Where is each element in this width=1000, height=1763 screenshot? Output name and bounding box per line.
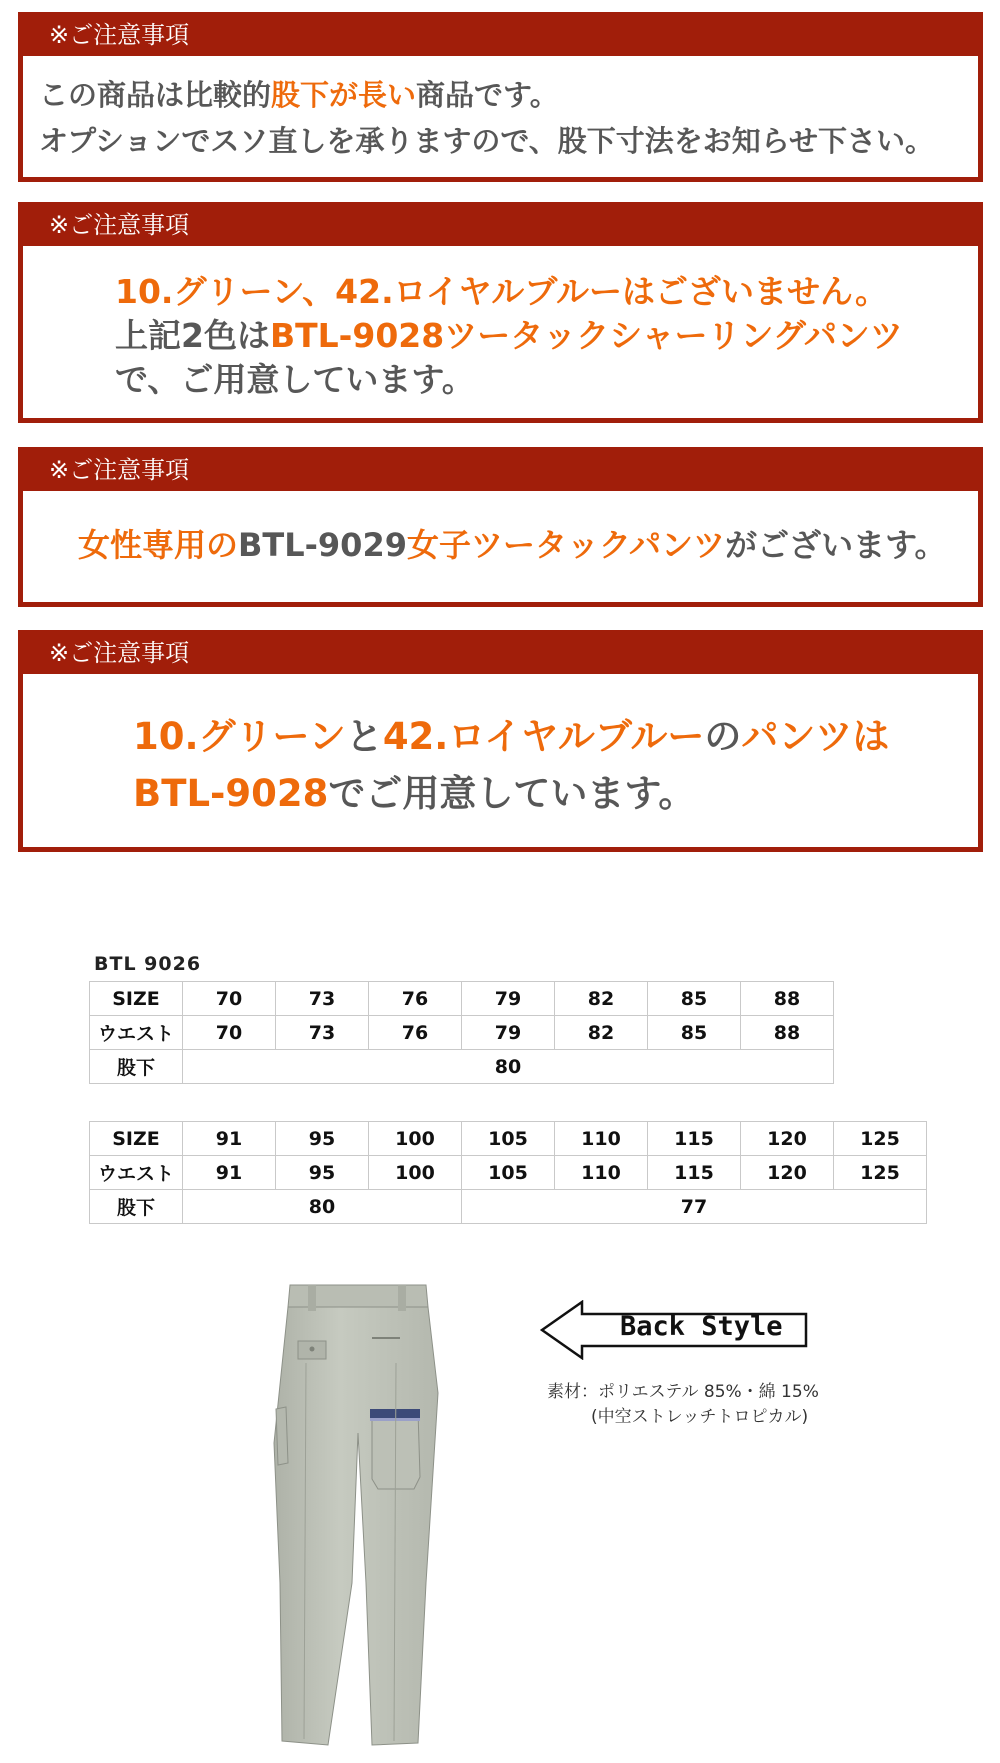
table-cell: 85 (648, 982, 741, 1016)
table-cell: 91 (183, 1156, 276, 1190)
notice-text: この商品は比較的 (39, 78, 272, 112)
row-label: ウエスト (90, 1156, 183, 1190)
notice-line (115, 314, 978, 358)
notice-text: 上記2色は (115, 316, 270, 355)
notice-highlight: 女性専用の (78, 526, 239, 564)
table-cell: 95 (276, 1122, 369, 1156)
model-number: BTL 9026 (94, 953, 202, 975)
table-row (90, 1016, 834, 1050)
table-cell: 100 (369, 1122, 462, 1156)
material-line: 素材：ポリエステル 85%・綿 15% (547, 1382, 819, 1402)
table-row (90, 1190, 927, 1224)
table-cell: 82 (555, 982, 648, 1016)
notice-highlight: 42.ロイヤルブルー (382, 715, 705, 758)
table-cell: 115 (648, 1156, 741, 1190)
notice-line: で、ご用意しています。 (115, 360, 475, 399)
table-cell: 105 (462, 1122, 555, 1156)
notice-line (133, 765, 978, 822)
notice-text: でご用意しています。 (328, 772, 696, 815)
notice-body (23, 680, 978, 822)
table-row (90, 1122, 927, 1156)
notice-highlight: パンツは (741, 715, 890, 758)
material-line: (中空ストレッチトロピカル) (591, 1407, 809, 1427)
table-cell: 76 (369, 1016, 462, 1050)
table-cell: 88 (741, 982, 834, 1016)
notice-box-colors (18, 202, 983, 423)
notice-line (39, 72, 978, 118)
table-row (90, 1050, 834, 1084)
table-cell: 88 (741, 1016, 834, 1050)
table-cell: 100 (369, 1156, 462, 1190)
table-cell: 120 (741, 1122, 834, 1156)
table-cell: 80 (183, 1050, 834, 1084)
table-cell: 115 (648, 1122, 741, 1156)
notice-highlight: 10.グリーン (133, 715, 346, 758)
notice-body (23, 497, 978, 567)
material-info (547, 1380, 819, 1430)
size-table-2 (89, 1121, 927, 1224)
table-cell: 85 (648, 1016, 741, 1050)
row-label: 股下 (90, 1190, 183, 1224)
table-cell: 110 (555, 1122, 648, 1156)
table-cell: 80 (183, 1190, 462, 1224)
table-cell: 79 (462, 982, 555, 1016)
notice-header: ※ご注意事項 (23, 202, 978, 252)
table-cell: 79 (462, 1016, 555, 1050)
notice-line: オプションでスソ直しを承りますので、股下寸法をお知らせ下さい。 (39, 124, 934, 158)
table-cell: 73 (276, 1016, 369, 1050)
table-cell: 120 (741, 1156, 834, 1190)
table-cell: 73 (276, 982, 369, 1016)
table-cell: 91 (183, 1122, 276, 1156)
table-cell: 70 (183, 1016, 276, 1050)
row-label: SIZE (90, 1122, 183, 1156)
notice-highlight: 股下が長い (271, 78, 417, 112)
notice-header: ※ご注意事項 (23, 12, 978, 62)
table-cell: 125 (834, 1156, 927, 1190)
table-cell: 95 (276, 1156, 369, 1190)
notice-text: BTL-9029 (238, 526, 407, 564)
notice-box-9028 (18, 630, 983, 852)
notice-text: の (704, 715, 742, 758)
table-cell: 125 (834, 1122, 927, 1156)
table-cell: 77 (462, 1190, 927, 1224)
notice-text: と (345, 715, 383, 758)
notice-line (78, 523, 978, 567)
row-label: 股下 (90, 1050, 183, 1084)
table-cell: 82 (555, 1016, 648, 1050)
notice-text: がございます。 (725, 526, 947, 564)
row-label: SIZE (90, 982, 183, 1016)
notice-body (23, 62, 978, 164)
size-table-1 (89, 981, 834, 1084)
notice-highlight: BTL-9028ツータックシャーリングパンツ (269, 316, 903, 355)
table-row (90, 982, 834, 1016)
table-cell: 76 (369, 982, 462, 1016)
notice-highlight: 女子ツータックパンツ (406, 526, 726, 564)
notice-text: 商品です。 (416, 78, 559, 112)
notice-box-womens (18, 447, 983, 607)
back-style-label: Back Style (620, 1311, 783, 1342)
table-cell: 105 (462, 1156, 555, 1190)
notice-line (133, 708, 978, 765)
notice-header: ※ご注意事項 (23, 447, 978, 497)
table-cell: 70 (183, 982, 276, 1016)
pants-back-image (268, 1283, 448, 1753)
notice-line: 10.グリーン、42.ロイヤルブルーはございません。 (115, 272, 888, 311)
table-cell: 110 (555, 1156, 648, 1190)
notice-highlight: BTL-9028 (133, 772, 329, 815)
row-label: ウエスト (90, 1016, 183, 1050)
notice-box-inseam (18, 12, 983, 182)
notice-body (23, 252, 978, 402)
notice-header: ※ご注意事項 (23, 630, 978, 680)
table-row (90, 1156, 927, 1190)
